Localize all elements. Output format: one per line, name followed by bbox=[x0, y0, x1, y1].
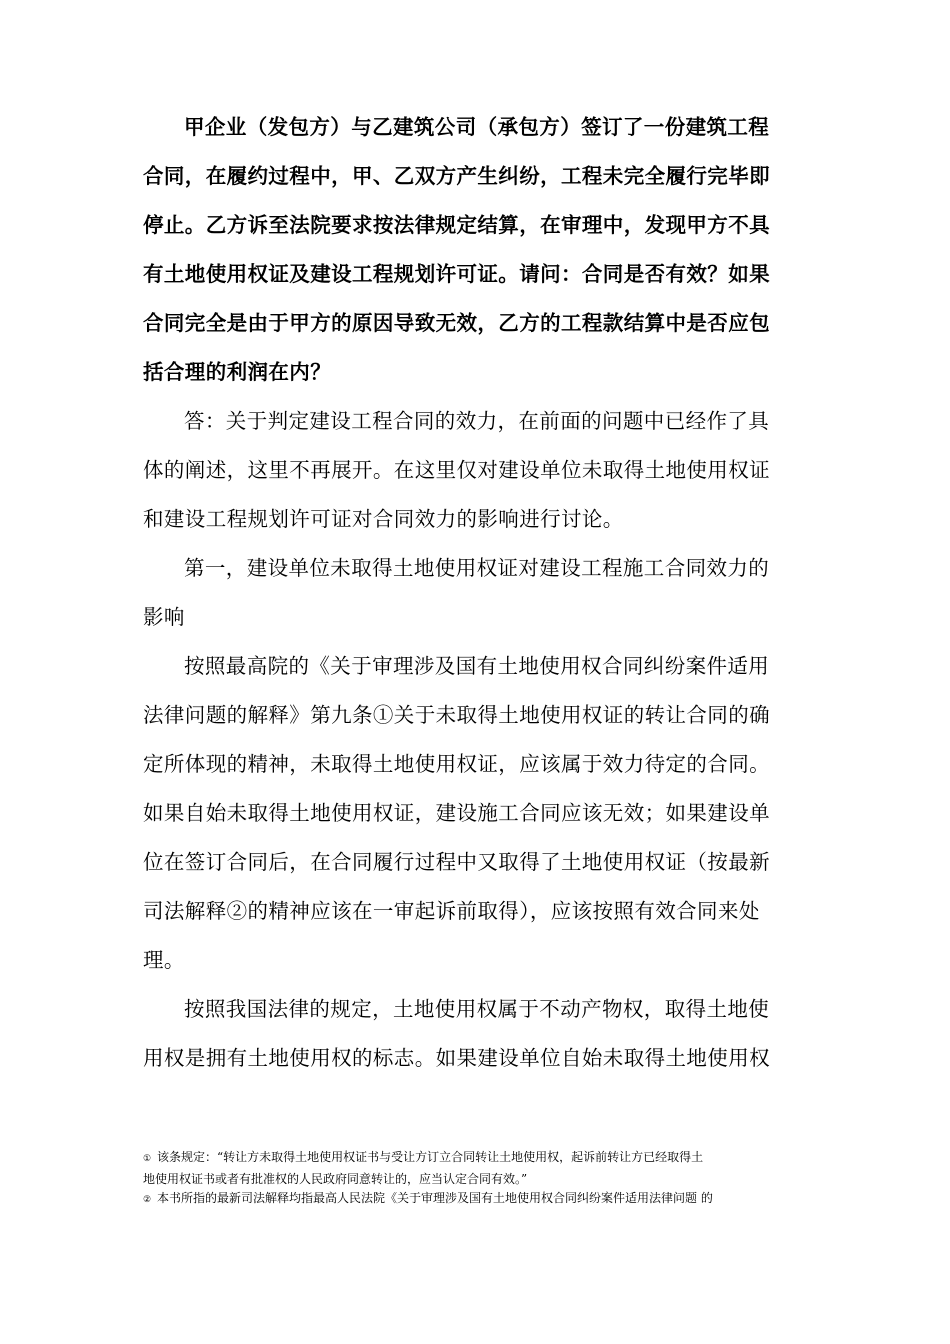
body-paragraph bbox=[143, 642, 815, 985]
text-line: 司法解释②的精神应该在一审起诉前取得），应该按照有效合同来处 bbox=[143, 899, 760, 923]
text-line: 如果自始未取得土地使用权证，建设施工合同应该无效；如果建设单 bbox=[143, 801, 770, 825]
footnotes bbox=[143, 1148, 819, 1211]
text-line: 甲企业（发包方）与乙建筑公司（承包方）签订了一份建筑工程 bbox=[184, 115, 770, 139]
text-line: 按照我国法律的规定，土地使用权属于不动产物权，取得土地使 bbox=[184, 997, 770, 1021]
question-paragraph bbox=[143, 103, 815, 397]
footnote-text: 该条规定：“转让方未取得土地使用权证书与受让方订立合同转让土地使用权，起诉前转让方已经取得土 bbox=[157, 1150, 704, 1164]
footnote-mark: ① bbox=[143, 1154, 152, 1164]
text-line: 有土地使用权证及建设工程规划许可证。请问：合同是否有效？如果 bbox=[143, 262, 770, 286]
section-heading-paragraph bbox=[143, 544, 815, 642]
footnote-line bbox=[143, 1148, 819, 1170]
text-line: 括合理的利润在内？ bbox=[143, 360, 332, 384]
footnote-mark: ② bbox=[143, 1195, 152, 1205]
text-line: 答：关于判定建设工程合同的效力，在前面的问题中已经作了具 bbox=[184, 409, 770, 433]
footnote-2 bbox=[143, 1189, 819, 1211]
text-line: 合同，在履约过程中，甲、乙双方产生纠纷，工程未完全履行完毕即 bbox=[143, 164, 770, 188]
text-line: 法律问题的解释》第九条①关于未取得土地使用权证的转让合同的确 bbox=[143, 703, 770, 727]
text-line: 和建设工程规划许可证对合同效力的影响进行讨论。 bbox=[143, 507, 624, 531]
text-line: 体的阐述，这里不再展开。在这里仅对建设单位未取得土地使用权证 bbox=[143, 458, 770, 482]
body-paragraph bbox=[143, 985, 815, 1083]
text-line: 合同完全是由于甲方的原因导致无效，乙方的工程款结算中是否应包 bbox=[143, 311, 770, 335]
answer-paragraph bbox=[143, 397, 815, 544]
text-line: 定所体现的精神，未取得土地使用权证，应该属于效力待定的合同。 bbox=[143, 752, 770, 776]
text-line: 理。 bbox=[143, 948, 185, 972]
text-line: 用权是拥有土地使用权的标志。如果建设单位自始未取得土地使用权 bbox=[143, 1046, 770, 1070]
text-line: 停止。乙方诉至法院要求按法律规定结算，在审理中，发现甲方不具 bbox=[143, 213, 770, 237]
text-line: 按照最高院的《关于审理涉及国有土地使用权合同纠纷案件适用 bbox=[184, 654, 770, 678]
footnote-1 bbox=[143, 1148, 819, 1189]
footnote-text: 本书所指的最新司法解释均指最高人民法院《关于审理涉及国有土地使用权合同纠纷案件适用法律问题 的 bbox=[157, 1191, 713, 1205]
text-line: 第一，建设单位未取得土地使用权证对建设工程施工合同效力的 bbox=[184, 556, 770, 580]
body-text bbox=[143, 103, 815, 1083]
footnote-line bbox=[143, 1189, 819, 1211]
text-line: 影响 bbox=[143, 605, 185, 629]
text-line: 位在签订合同后，在合同履行过程中又取得了土地使用权证（按最新 bbox=[143, 850, 770, 874]
footnote-line: 地使用权证书或者有批准权的人民政府同意转让的，应当认定合同有效。” bbox=[143, 1171, 528, 1186]
